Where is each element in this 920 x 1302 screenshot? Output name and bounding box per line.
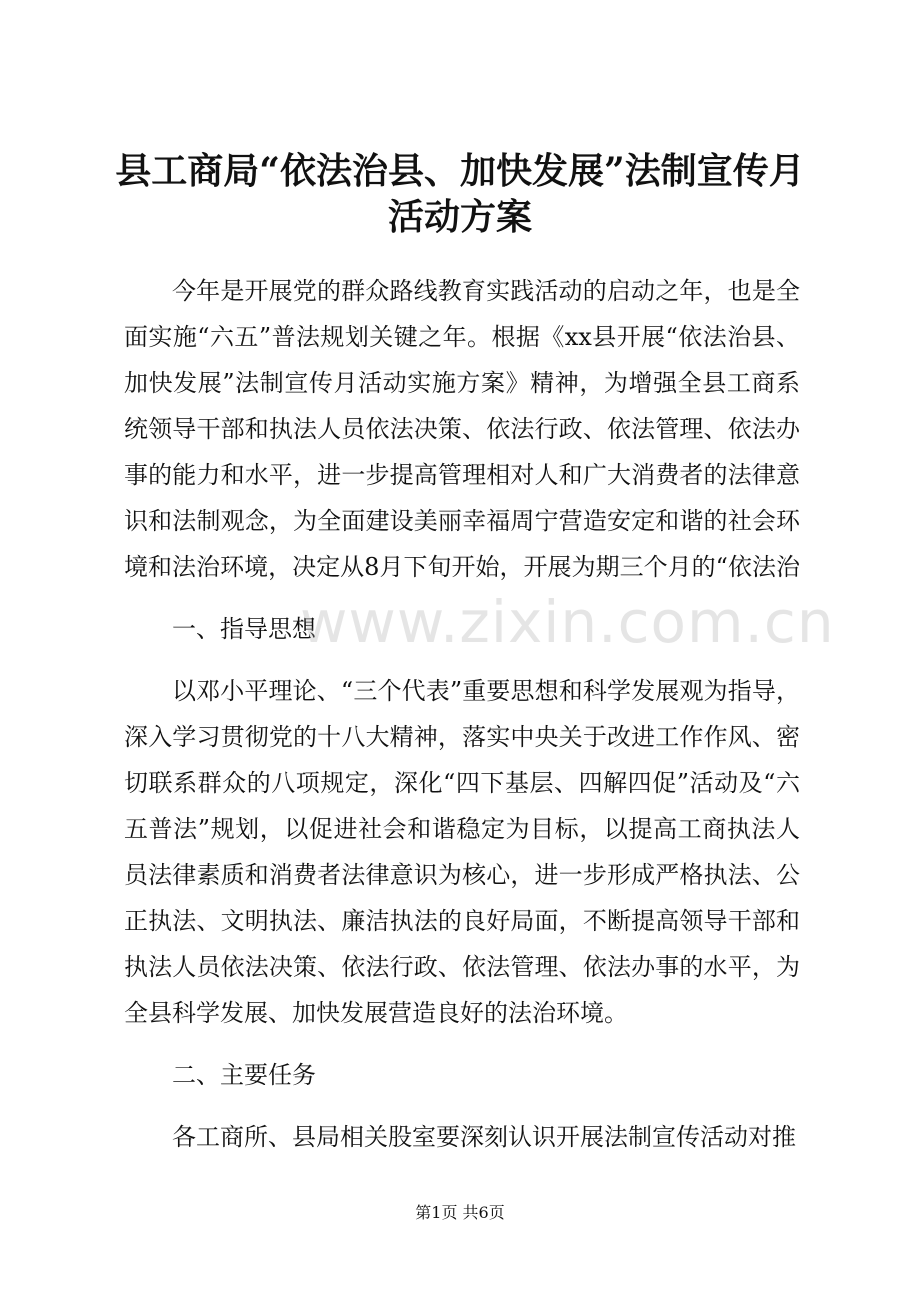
- document-body: [124, 268, 800, 1160]
- paragraph-guiding-ideology: 以邓小平理论、“三个代表”重要思想和科学发展观为指导，深入学习贯彻党的十八大精神，落实中央关于改进工作作风、密切联系群众的八项规定，深化“四下基层、四解四促”活动及“六五普法”规划，以促进社会和谐稳定为目标，以提高工商执法人员法律素质和消费者法律意识为核心，进一步形成严格执法、公正执法、文明执法、廉洁执法的良好局面，不断提高领导干部和执法人员依法决策、依法行政、依法管理、依法办事的水平，为全县科学发展、加快发展营造良好的法治环境。: [124, 677, 800, 1027]
- page-footer: 第1页 共6页: [415, 1203, 505, 1222]
- paragraph-intro: 今年是开展党的群众路线教育实践活动的启动之年，也是全面实施“六五”普法规划关键之年。根据《xx县开展“依法治县、加快发展”法制宣传月活动实施方案》精神，为增强全县工商系统领导干部和执法人员依法决策、依法行政、依法管理、依法办事的能力和水平，进一步提高管理相对人和广大消费者的法律意识和法制观念，为全面建设美丽幸福周宁营造安定和谐的社会环境和法治环境，决定从8月下旬开始，开展为期三个月的“依法治: [124, 277, 800, 581]
- document-title: 县工商局“依法治县、加快发展”法制宣传月活动方案: [115, 150, 805, 238]
- paragraph-main-tasks: 各工商所、县局相关股室要深刻认识开展法制宣传活动对推: [172, 1123, 796, 1151]
- watermark: www.zixin.com.cn: [300, 588, 835, 656]
- section-heading-main-tasks: 二、主要任务: [172, 1061, 316, 1089]
- section-heading-guiding-ideology: 一、指导思想: [172, 615, 316, 643]
